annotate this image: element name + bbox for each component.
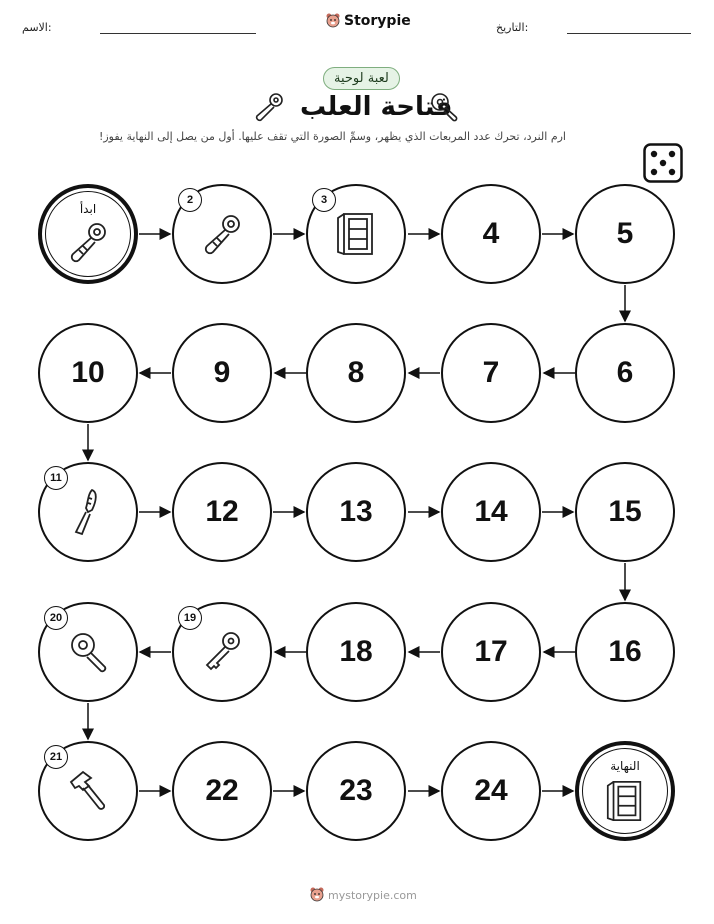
cell-number: 7 (482, 356, 500, 389)
board-cell-3[interactable] (306, 184, 406, 284)
name-label: الاسم: (22, 21, 52, 34)
cell-number: 13 (339, 495, 373, 528)
brand-name: Storypie (344, 13, 411, 29)
board-cell-13[interactable] (306, 462, 406, 562)
page-title: فتاحة العلب (300, 92, 453, 122)
key-icon (199, 629, 245, 675)
board-cell-17[interactable] (441, 602, 541, 702)
board-cell-5[interactable] (575, 184, 675, 284)
cell-number-badge: 19 (178, 606, 202, 630)
instructions-text: ارم النرد، تحرك عدد المربعات الذي يظهر، وسمِّ الصورة التي تقف عليها. أول من يصل إلى النهاية يفوز! (98, 130, 566, 143)
board-cell-14[interactable] (441, 462, 541, 562)
board-cell-16[interactable] (575, 602, 675, 702)
board-cell-11[interactable] (38, 462, 138, 562)
knife-icon (68, 486, 108, 538)
board-cell-23[interactable] (306, 741, 406, 841)
board-cell-10[interactable] (38, 323, 138, 423)
board-cell-15[interactable] (575, 462, 675, 562)
board-cell-12[interactable] (172, 462, 272, 562)
hammer-icon (65, 768, 111, 814)
cell-number-badge: 2 (178, 188, 202, 212)
board-cell-2[interactable] (172, 184, 272, 284)
board-cell-24[interactable] (441, 741, 541, 841)
date-label: التاريخ: (496, 21, 529, 34)
wheel-opener-icon (65, 629, 111, 675)
cell-number-badge: 20 (44, 606, 68, 630)
cell-number: 10 (71, 356, 105, 389)
cell-number: 5 (616, 217, 634, 250)
cell-number: 9 (213, 356, 231, 389)
board-cell-4[interactable] (441, 184, 541, 284)
footer (310, 887, 417, 903)
cell-number: 14 (474, 495, 508, 528)
end-label: النهاية (610, 759, 640, 773)
cell-number: 6 (616, 356, 634, 389)
board-cell-19[interactable] (172, 602, 272, 702)
game-type-badge: لعبة لوحية (323, 67, 400, 90)
board-cell-6[interactable] (575, 323, 675, 423)
cell-number: 17 (474, 635, 508, 668)
cell-number: 18 (339, 635, 373, 668)
cell-number-badge: 11 (44, 466, 68, 490)
cell-number-badge: 21 (44, 745, 68, 769)
cell-number: 23 (339, 774, 373, 807)
board-cell-18[interactable] (306, 602, 406, 702)
cell-number: 15 (608, 495, 642, 528)
footer-site[interactable]: mystorypie.com (328, 888, 417, 902)
cell-number: 12 (205, 495, 239, 528)
board-cell-9[interactable] (172, 323, 272, 423)
can-opener-icon (199, 212, 245, 256)
cell-number: 24 (474, 774, 508, 807)
board-cell-7[interactable] (441, 323, 541, 423)
cabinet-icon (336, 211, 376, 257)
cell-number: 8 (347, 356, 365, 389)
board-cell-21[interactable] (38, 741, 138, 841)
cell-number: 22 (205, 774, 239, 807)
cell-number: 4 (482, 217, 500, 250)
bear-icon (310, 887, 324, 903)
cell-number-badge: 3 (312, 188, 336, 212)
cell-number: 16 (608, 635, 642, 668)
board-cell-end[interactable] (575, 741, 675, 841)
board-cell-20[interactable] (38, 602, 138, 702)
board-cell-22[interactable] (172, 741, 272, 841)
board-cell-start[interactable] (38, 184, 138, 284)
start-label: ابدأ (79, 202, 97, 216)
board-cell-8[interactable] (306, 323, 406, 423)
